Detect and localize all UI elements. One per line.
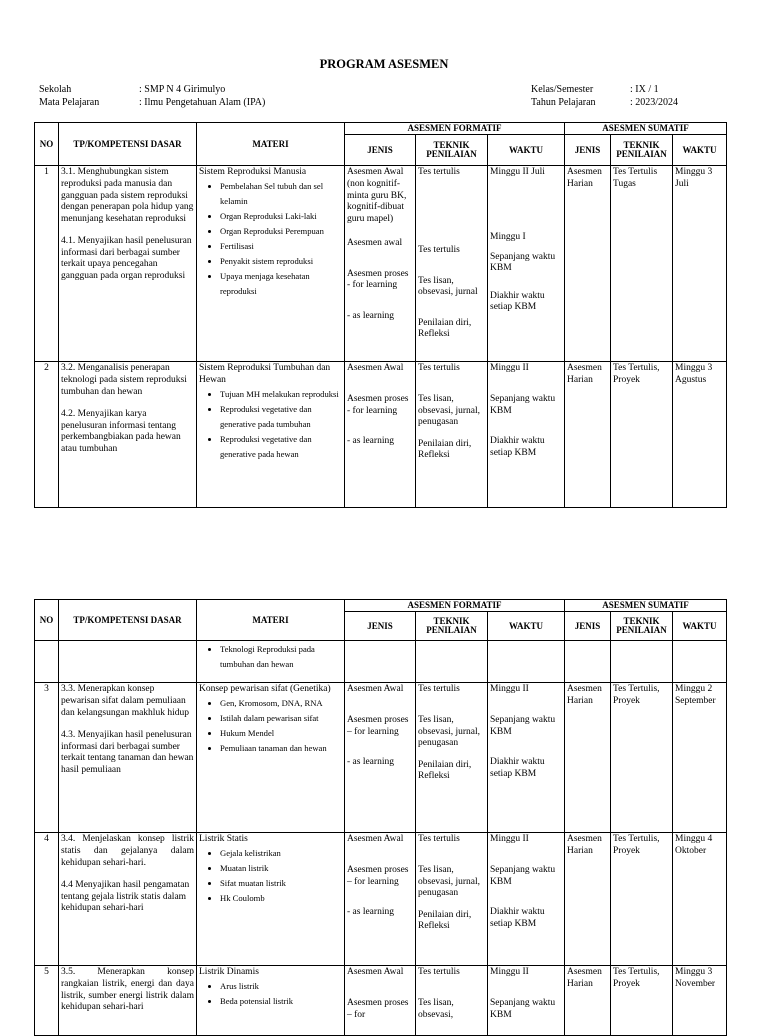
waktu-item: Sepanjang waktu KBM: [490, 998, 556, 1020]
materi-list: [199, 387, 342, 462]
materi: [197, 362, 345, 508]
formatif-jenis: [345, 362, 416, 508]
jenis-item: Asesmen Awal (non kognitif-minta guru BK, kognitif-dibuat guru mapel): [347, 167, 407, 224]
formatif-teknik: [416, 683, 488, 833]
waktu-item: Minggu II: [490, 684, 529, 695]
jenis-item: - as learning: [347, 907, 394, 918]
sumatif-waktu: Minggu 4 Oktober: [673, 833, 727, 966]
mapel-label: Mata Pelajaran: [39, 96, 100, 108]
document-title: PROGRAM ASESMEN: [319, 57, 449, 71]
formatif-waktu: [488, 362, 565, 508]
header-sumatif-waktu: WAKTU: [673, 612, 727, 641]
header-tp: TP/KOMPETENSI DASAR: [59, 123, 197, 166]
sumatif-teknik: Tes Tertulis Tugas: [611, 166, 673, 362]
teknik-item: Tes tertulis: [418, 967, 460, 978]
kompetensi-dasar: [59, 683, 197, 833]
waktu-item: Minggu II: [490, 363, 529, 374]
teknik-line-2: PENILAIAN: [616, 149, 667, 160]
waktu-item: Diakhir waktu setiap KBM: [490, 757, 545, 779]
materi-list: [199, 846, 342, 906]
kompetensi-dasar: [59, 966, 197, 1036]
meta-left: [39, 84, 265, 109]
row-number: 5: [35, 966, 59, 1036]
kompetensi-dasar: [59, 362, 197, 508]
header-sumatif: ASESMEN SUMATIF: [565, 600, 727, 612]
formatif-teknik: [416, 166, 488, 362]
kd-knowledge: 3.2. Menganalisis penerapan teknologi pada sistem reproduksi tumbuhan dan hewan: [61, 363, 187, 397]
teknik-item: Tes tertulis: [418, 684, 460, 695]
sumatif-jenis: Asesmen Harian: [565, 683, 611, 833]
kd-skill: 4.2. Menyajikan karya penelusuran informasi tentang perkembangbiakan pada hewan atau tumbuhan: [61, 409, 181, 454]
jenis-item: Asesmen Awal: [347, 684, 404, 695]
sumatif-teknik: Tes Tertulis, Proyek: [611, 683, 673, 833]
mapel-value: : Ilmu Pengetahuan Alam (IPA): [139, 96, 266, 108]
header-materi: MATERI: [197, 600, 345, 641]
jenis-item: Asesmen proses – for learning: [347, 715, 409, 737]
list-item: • Istilah dalam pewarisan sifat: [220, 711, 342, 726]
assessment-table-page-2: [34, 599, 727, 1036]
list-item: • Hk Coulomb: [220, 891, 342, 906]
header-formatif-teknik: [416, 135, 488, 166]
teknik-item: Tes lisan, obsevasi, jurnal, penugasan: [418, 715, 481, 749]
sumatif-teknik: Tes Tertulis, Proyek: [611, 966, 673, 1036]
teknik-item: Tes lisan, obsevasi, jurnal, penugasan: [418, 865, 481, 899]
jenis-item: Asesmen Awal: [347, 834, 404, 845]
list-item: • Hukum Mendel: [220, 726, 342, 741]
sumatif-waktu: Minggu 2 September: [673, 683, 727, 833]
teknik-line-1: TEKNIK: [433, 616, 470, 626]
sumatif-jenis: Asesmen Harian: [565, 166, 611, 362]
list-item: • Upaya menjaga kesehatan reproduksi: [220, 269, 342, 299]
tahun-label: Tahun Pelajaran: [531, 96, 596, 108]
table-row: [35, 966, 727, 1036]
teknik-line-2: PENILAIAN: [426, 625, 477, 636]
list-item: • Organ Reproduksi Laki-laki: [220, 209, 342, 224]
kd-knowledge: 3.3. Menerapkan konsep pewarisan sifat dalam pemuliaan dan kelangsungan makhluk hidup: [61, 684, 189, 718]
sumatif-waktu: Minggu 3 Juli: [673, 166, 727, 362]
sumatif-jenis: Asesmen Harian: [565, 362, 611, 508]
teknik-item: Tes lisan, obsevasi, jurnal: [418, 275, 478, 298]
list-item: • Muatan listrik: [220, 861, 342, 876]
kelas-value: : IX / 1: [630, 84, 659, 95]
materi-list: [199, 642, 342, 672]
table-row: [35, 641, 727, 683]
teknik-item: Tes lisan, obsevasi, jurnal, penugasan: [418, 394, 481, 428]
materi-list: [199, 979, 342, 1009]
header-sumatif: ASESMEN SUMATIF: [565, 123, 727, 135]
jenis-item: Asesmen proses – for learning: [347, 865, 409, 887]
header-formatif-waktu: WAKTU: [488, 135, 565, 166]
list-item: • Organ Reproduksi Perempuan: [220, 224, 342, 239]
row-number: 2: [35, 362, 59, 508]
list-item: • Beda potensial listrik: [220, 994, 342, 1009]
sumatif-waktu: Minggu 3 November: [673, 966, 727, 1036]
materi: [197, 966, 345, 1036]
kelas-label: Kelas/Semester: [531, 84, 594, 95]
materi: [197, 683, 345, 833]
formatif-teknik: [416, 362, 488, 508]
meta-right: [531, 84, 678, 109]
teknik-item: Penilaian diri, Refleksi: [418, 759, 472, 782]
header-formatif-teknik: [416, 612, 488, 641]
waktu-item: Sepanjang waktu KBM: [490, 394, 556, 416]
row-number: 1: [35, 166, 59, 362]
list-item: • Fertilisasi: [220, 239, 342, 254]
jenis-item: Asesmen Awal: [347, 363, 404, 374]
list-item: • Gen, Kromosom, DNA, RNA: [220, 696, 342, 711]
formatif-jenis: [345, 966, 416, 1036]
list-item: • Gejala kelistrikan: [220, 846, 342, 861]
formatif-waktu: [488, 683, 565, 833]
header-formatif-waktu: WAKTU: [488, 612, 565, 641]
jenis-item: Asesmen Awal: [347, 967, 404, 978]
jenis-item: - as learning: [347, 757, 394, 768]
formatif-waktu: [488, 166, 565, 362]
kompetensi-dasar: [59, 833, 197, 966]
teknik-item: Penilaian diri, Refleksi: [418, 909, 472, 932]
teknik-item: Tes tertulis: [418, 245, 460, 256]
jenis-item: Asesmen awal: [347, 238, 403, 249]
header-materi: MATERI: [197, 123, 345, 166]
sekolah-value: : SMP N 4 Girimulyo: [139, 84, 226, 95]
header-sumatif-jenis: JENIS: [565, 135, 611, 166]
list-item: • Penyakit sistem reproduksi: [220, 254, 342, 269]
kd-skill: 4.4 Menyajikan hasil pengamatan tentang gejala listrik statis dalam kehidupan sehari-hari: [61, 880, 190, 914]
waktu-item: Minggu II: [490, 967, 529, 978]
list-item: • Reproduksi vegetative dan generative pada hewan: [220, 432, 342, 462]
kd-skill: 4.3. Menyajikan hasil penelusuran informasi dari berbagai sumber terkait tentang tanaman dan hewan hasil pemuliaan: [61, 730, 194, 775]
teknik-item: Penilaian diri, Refleksi: [418, 317, 472, 340]
kd-knowledge: 3.1. Menghubungkan sistem reproduksi pada manusia dan gangguan pada sistem reproduksi dengan penerapan pola hidup yang menunjang kesehatan reproduksi: [61, 167, 194, 224]
list-item: • Arus listrik: [220, 979, 342, 994]
teknik-line-1: TEKNIK: [433, 140, 470, 150]
sekolah-label: Sekolah: [39, 84, 72, 95]
formatif-teknik: [416, 833, 488, 966]
list-item: • Sifat muatan listrik: [220, 876, 342, 891]
materi-list: [199, 696, 342, 756]
header-no: NO: [35, 600, 59, 641]
kd-knowledge: 3.4. Menjelaskan konsep listrik statis dan gejalanya dalam kehidupan sehari-hari.: [61, 834, 194, 868]
assessment-table-page-1: [34, 122, 727, 508]
list-item: • Pemuliaan tanaman dan hewan: [220, 741, 342, 756]
teknik-item: Tes tertulis: [418, 363, 460, 374]
header-sumatif-teknik: [611, 612, 673, 641]
teknik-item: Tes lisan, obsevasi,: [418, 998, 454, 1020]
teknik-item: Penilaian diri, Refleksi: [418, 438, 472, 461]
list-item: • Pembelahan Sel tubuh dan sel kelamin: [220, 179, 342, 209]
row-number: 3: [35, 683, 59, 833]
waktu-item: Minggu II: [490, 834, 529, 845]
formatif-waktu: [488, 966, 565, 1036]
materi: [197, 641, 345, 683]
waktu-item: Sepanjang waktu KBM: [490, 251, 556, 274]
header-formatif: ASESMEN FORMATIF: [345, 600, 565, 612]
jenis-item: - as learning: [347, 436, 394, 447]
table-row: [35, 166, 727, 362]
waktu-item: Minggu I: [490, 232, 526, 243]
teknik-item: Tes tertulis: [418, 167, 460, 178]
teknik-line-1: TEKNIK: [623, 140, 660, 150]
header-formatif-jenis: JENIS: [345, 135, 416, 166]
table-row: [35, 362, 727, 508]
materi-title: Sistem Reproduksi Tumbuhan dan Hewan: [199, 363, 331, 386]
list-item: • Teknologi Reproduksi pada tumbuhan dan hewan: [220, 642, 342, 672]
header-formatif: ASESMEN FORMATIF: [345, 123, 565, 135]
header-tp: TP/KOMPETENSI DASAR: [59, 600, 197, 641]
sumatif-teknik: Tes Tertulis, Proyek: [611, 362, 673, 508]
tahun-value: : 2023/2024: [630, 96, 679, 108]
teknik-item: Tes tertulis: [418, 834, 460, 845]
waktu-item: Sepanjang waktu KBM: [490, 865, 556, 887]
teknik-line-2: PENILAIAN: [426, 149, 477, 160]
formatif-jenis: [345, 166, 416, 362]
formatif-teknik: [416, 966, 488, 1036]
header-no: NO: [35, 123, 59, 166]
materi: [197, 833, 345, 966]
jenis-item: Asesmen proses - for learning: [347, 394, 409, 416]
waktu-item: Sepanjang waktu KBM: [490, 715, 556, 737]
list-item: • Reproduksi vegetative dan generative pada tumbuhan: [220, 402, 342, 432]
header-sumatif-jenis: JENIS: [565, 612, 611, 641]
jenis-item: - as learning: [347, 311, 394, 322]
header-sumatif-teknik: [611, 135, 673, 166]
waktu-item: Minggu II Juli: [490, 167, 545, 178]
sumatif-teknik: Tes Tertulis, Proyek: [611, 833, 673, 966]
jenis-item: Asesmen proses – for: [347, 998, 409, 1020]
waktu-item: Diakhir waktu setiap KBM: [490, 290, 545, 313]
teknik-line-1: TEKNIK: [623, 616, 660, 626]
header-sumatif-waktu: WAKTU: [673, 135, 727, 166]
table-row: [35, 833, 727, 966]
teknik-line-2: PENILAIAN: [616, 625, 667, 636]
kd-skill: 4.1. Menyajikan hasil penelusuran informasi dari berbagai sumber terkait upaya pencegahan gangguan pada organ reproduksi: [61, 236, 192, 282]
jenis-item: Asesmen proses - for learning: [347, 268, 409, 291]
formatif-jenis: [345, 683, 416, 833]
sumatif-jenis: Asesmen Harian: [565, 833, 611, 966]
materi-title: Listrik Statis: [199, 834, 248, 845]
materi-title: Konsep pewarisan sifat (Genetika): [199, 684, 331, 695]
formatif-waktu: [488, 833, 565, 966]
kd-knowledge: 3.5. Menerapkan konsep rangkaian listrik, energi dan daya listrik, sumber energi listrik dalam kehidupan sehari-hari: [61, 967, 194, 1013]
materi-list: [199, 179, 342, 299]
materi-title: Sistem Reproduksi Manusia: [199, 167, 307, 178]
waktu-item: Diakhir waktu setiap KBM: [490, 436, 545, 458]
sumatif-jenis: Asesmen Harian: [565, 966, 611, 1036]
formatif-jenis: [345, 833, 416, 966]
waktu-item: Diakhir waktu setiap KBM: [490, 907, 545, 929]
header-formatif-jenis: JENIS: [345, 612, 416, 641]
row-number: 4: [35, 833, 59, 966]
sumatif-waktu: Minggu 3 Agustus: [673, 362, 727, 508]
materi: [197, 166, 345, 362]
list-item: • Tujuan MH melakukan reproduksi: [220, 387, 342, 402]
kompetensi-dasar: [59, 166, 197, 362]
table-row: [35, 683, 727, 833]
materi-title: Listrik Dinamis: [199, 967, 259, 978]
